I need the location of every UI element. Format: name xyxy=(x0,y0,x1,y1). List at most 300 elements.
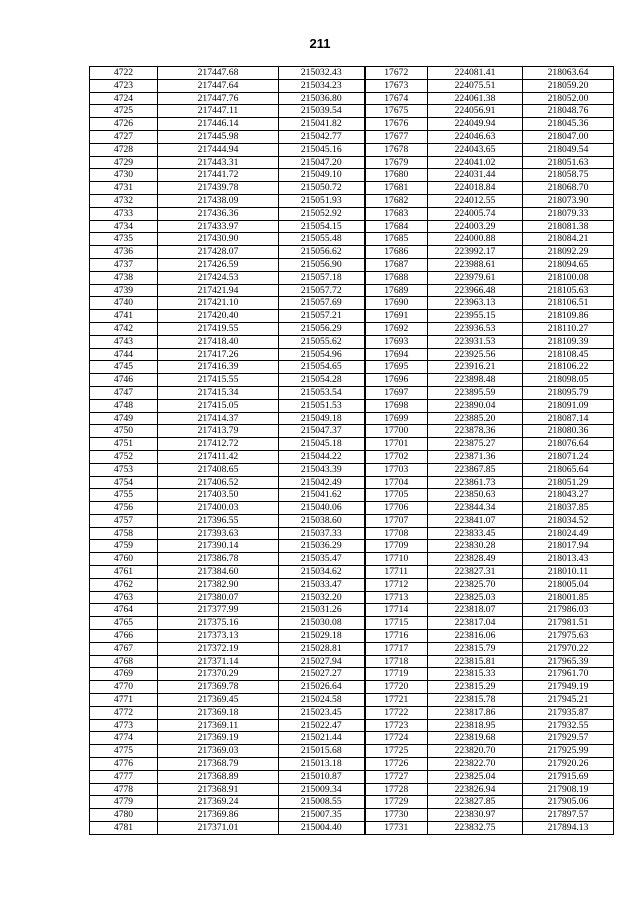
point-number-cell: 17676 xyxy=(365,118,428,131)
x-coordinate-cell: 217417.26 xyxy=(158,348,279,361)
point-number-cell: 4756 xyxy=(90,502,158,515)
table-row xyxy=(90,630,614,643)
table-row xyxy=(90,438,614,451)
x-coordinate-cell: 217447.68 xyxy=(158,67,279,80)
table-row xyxy=(90,732,614,745)
x-coordinate-cell: 217421.10 xyxy=(158,297,279,310)
point-number-cell: 4726 xyxy=(90,118,158,131)
y-coordinate-cell: 215036.29 xyxy=(279,540,365,553)
point-number-cell: 4738 xyxy=(90,271,158,284)
point-number-cell: 4728 xyxy=(90,143,158,156)
point-number-cell: 4739 xyxy=(90,284,158,297)
x-coordinate-cell: 224061.38 xyxy=(428,92,523,105)
y-coordinate-cell: 218065.64 xyxy=(523,463,614,476)
point-number-cell: 4781 xyxy=(90,822,158,835)
point-number-cell: 17692 xyxy=(365,322,428,335)
y-coordinate-cell: 215010.87 xyxy=(279,770,365,783)
point-number-cell: 4727 xyxy=(90,130,158,143)
point-number-cell: 4742 xyxy=(90,322,158,335)
point-number-cell: 4775 xyxy=(90,745,158,758)
x-coordinate-cell: 217426.59 xyxy=(158,258,279,271)
x-coordinate-cell: 223815.79 xyxy=(428,642,523,655)
point-number-cell: 4780 xyxy=(90,809,158,822)
x-coordinate-cell: 217368.89 xyxy=(158,770,279,783)
x-coordinate-cell: 217418.40 xyxy=(158,335,279,348)
y-coordinate-cell: 218109.39 xyxy=(523,335,614,348)
x-coordinate-cell: 217400.03 xyxy=(158,502,279,515)
y-coordinate-cell: 215057.72 xyxy=(279,284,365,297)
point-number-cell: 17690 xyxy=(365,297,428,310)
x-coordinate-cell: 224003.29 xyxy=(428,220,523,233)
x-coordinate-cell: 223815.29 xyxy=(428,681,523,694)
y-coordinate-cell: 215036.80 xyxy=(279,92,365,105)
table-row xyxy=(90,284,614,297)
point-number-cell: 4749 xyxy=(90,412,158,425)
x-coordinate-cell: 223871.36 xyxy=(428,450,523,463)
y-coordinate-cell: 218080.36 xyxy=(523,425,614,438)
point-number-cell: 4745 xyxy=(90,361,158,374)
x-coordinate-cell: 224049.94 xyxy=(428,118,523,131)
x-coordinate-cell: 223898.48 xyxy=(428,374,523,387)
y-coordinate-cell: 215034.62 xyxy=(279,566,365,579)
x-coordinate-cell: 223825.70 xyxy=(428,578,523,591)
point-number-cell: 17695 xyxy=(365,361,428,374)
table-row xyxy=(90,105,614,118)
y-coordinate-cell: 217965.39 xyxy=(523,655,614,668)
point-number-cell: 4740 xyxy=(90,297,158,310)
x-coordinate-cell: 223850.63 xyxy=(428,489,523,502)
table-row xyxy=(90,719,614,732)
x-coordinate-cell: 223827.31 xyxy=(428,566,523,579)
point-number-cell: 17694 xyxy=(365,348,428,361)
point-number-cell: 17680 xyxy=(365,169,428,182)
point-number-cell: 17699 xyxy=(365,412,428,425)
x-coordinate-cell: 223992.17 xyxy=(428,246,523,259)
y-coordinate-cell: 218052.00 xyxy=(523,92,614,105)
y-coordinate-cell: 215032.20 xyxy=(279,591,365,604)
point-number-cell: 4774 xyxy=(90,732,158,745)
x-coordinate-cell: 224031.44 xyxy=(428,169,523,182)
x-coordinate-cell: 223875.27 xyxy=(428,438,523,451)
y-coordinate-cell: 215031.26 xyxy=(279,604,365,617)
table-row xyxy=(90,310,614,323)
x-coordinate-cell: 217444.94 xyxy=(158,143,279,156)
point-number-cell: 4734 xyxy=(90,220,158,233)
x-coordinate-cell: 223818.07 xyxy=(428,604,523,617)
y-coordinate-cell: 215013.18 xyxy=(279,758,365,771)
point-number-cell: 4731 xyxy=(90,182,158,195)
y-coordinate-cell: 215029.18 xyxy=(279,630,365,643)
point-number-cell: 4743 xyxy=(90,335,158,348)
y-coordinate-cell: 218091.09 xyxy=(523,399,614,412)
y-coordinate-cell: 215034.23 xyxy=(279,79,365,92)
table-row xyxy=(90,118,614,131)
point-number-cell: 4770 xyxy=(90,681,158,694)
y-coordinate-cell: 215050.72 xyxy=(279,182,365,195)
table-row xyxy=(90,566,614,579)
x-coordinate-cell: 217415.05 xyxy=(158,399,279,412)
y-coordinate-cell: 215047.20 xyxy=(279,156,365,169)
y-coordinate-cell: 215054.65 xyxy=(279,361,365,374)
x-coordinate-cell: 217371.01 xyxy=(158,822,279,835)
point-number-cell: 4767 xyxy=(90,642,158,655)
x-coordinate-cell: 217415.34 xyxy=(158,386,279,399)
point-number-cell: 17701 xyxy=(365,438,428,451)
x-coordinate-cell: 223878.36 xyxy=(428,425,523,438)
table-row xyxy=(90,182,614,195)
point-number-cell: 4768 xyxy=(90,655,158,668)
y-coordinate-cell: 215039.54 xyxy=(279,105,365,118)
y-coordinate-cell: 215044.22 xyxy=(279,450,365,463)
x-coordinate-cell: 223820.70 xyxy=(428,745,523,758)
point-number-cell: 17691 xyxy=(365,310,428,323)
point-number-cell: 4764 xyxy=(90,604,158,617)
point-number-cell: 17700 xyxy=(365,425,428,438)
point-number-cell: 4746 xyxy=(90,374,158,387)
x-coordinate-cell: 223979.61 xyxy=(428,271,523,284)
point-number-cell: 4778 xyxy=(90,783,158,796)
y-coordinate-cell: 218037.85 xyxy=(523,502,614,515)
x-coordinate-cell: 217447.76 xyxy=(158,92,279,105)
x-coordinate-cell: 224000.88 xyxy=(428,233,523,246)
table-row xyxy=(90,502,614,515)
x-coordinate-cell: 217406.52 xyxy=(158,476,279,489)
x-coordinate-cell: 217375.16 xyxy=(158,617,279,630)
table-row xyxy=(90,758,614,771)
table-row xyxy=(90,540,614,553)
point-number-cell: 4779 xyxy=(90,796,158,809)
point-number-cell: 4753 xyxy=(90,463,158,476)
x-coordinate-cell: 223817.04 xyxy=(428,617,523,630)
y-coordinate-cell: 217949.19 xyxy=(523,681,614,694)
point-number-cell: 17673 xyxy=(365,79,428,92)
point-number-cell: 17675 xyxy=(365,105,428,118)
point-number-cell: 4760 xyxy=(90,553,158,566)
x-coordinate-cell: 217438.09 xyxy=(158,194,279,207)
point-number-cell: 17689 xyxy=(365,284,428,297)
x-coordinate-cell: 224056.91 xyxy=(428,105,523,118)
y-coordinate-cell: 215056.90 xyxy=(279,258,365,271)
table-row xyxy=(90,578,614,591)
x-coordinate-cell: 224041.02 xyxy=(428,156,523,169)
point-number-cell: 17718 xyxy=(365,655,428,668)
y-coordinate-cell: 217920.26 xyxy=(523,758,614,771)
table-row xyxy=(90,489,614,502)
y-coordinate-cell: 215008.55 xyxy=(279,796,365,809)
point-number-cell: 17731 xyxy=(365,822,428,835)
table-row xyxy=(90,514,614,527)
table-row xyxy=(90,399,614,412)
y-coordinate-cell: 217935.87 xyxy=(523,706,614,719)
x-coordinate-cell: 223867.85 xyxy=(428,463,523,476)
point-number-cell: 4755 xyxy=(90,489,158,502)
x-coordinate-cell: 217415.55 xyxy=(158,374,279,387)
x-coordinate-cell: 217408.65 xyxy=(158,463,279,476)
y-coordinate-cell: 215054.15 xyxy=(279,220,365,233)
point-number-cell: 17702 xyxy=(365,450,428,463)
y-coordinate-cell: 218005.04 xyxy=(523,578,614,591)
point-number-cell: 17714 xyxy=(365,604,428,617)
table-row xyxy=(90,169,614,182)
y-coordinate-cell: 215054.28 xyxy=(279,374,365,387)
point-number-cell: 4733 xyxy=(90,207,158,220)
y-coordinate-cell: 218059.20 xyxy=(523,79,614,92)
point-number-cell: 17716 xyxy=(365,630,428,643)
point-number-cell: 4751 xyxy=(90,438,158,451)
y-coordinate-cell: 217970.22 xyxy=(523,642,614,655)
y-coordinate-cell: 218095.79 xyxy=(523,386,614,399)
table-row xyxy=(90,258,614,271)
point-number-cell: 4730 xyxy=(90,169,158,182)
table-row xyxy=(90,374,614,387)
table-row xyxy=(90,386,614,399)
y-coordinate-cell: 215056.29 xyxy=(279,322,365,335)
x-coordinate-cell: 217369.19 xyxy=(158,732,279,745)
x-coordinate-cell: 223817.86 xyxy=(428,706,523,719)
point-number-cell: 4773 xyxy=(90,719,158,732)
y-coordinate-cell: 218071.24 xyxy=(523,450,614,463)
point-number-cell: 4766 xyxy=(90,630,158,643)
point-number-cell: 17715 xyxy=(365,617,428,630)
y-coordinate-cell: 215030.08 xyxy=(279,617,365,630)
x-coordinate-cell: 217433.97 xyxy=(158,220,279,233)
table-row xyxy=(90,156,614,169)
x-coordinate-cell: 223827.85 xyxy=(428,796,523,809)
y-coordinate-cell: 215054.96 xyxy=(279,348,365,361)
y-coordinate-cell: 215035.47 xyxy=(279,553,365,566)
x-coordinate-cell: 217436.36 xyxy=(158,207,279,220)
x-coordinate-cell: 217369.03 xyxy=(158,745,279,758)
y-coordinate-cell: 217932.55 xyxy=(523,719,614,732)
y-coordinate-cell: 218034.52 xyxy=(523,514,614,527)
table-row xyxy=(90,450,614,463)
x-coordinate-cell: 217424.53 xyxy=(158,271,279,284)
point-number-cell: 4724 xyxy=(90,92,158,105)
x-coordinate-cell: 217369.78 xyxy=(158,681,279,694)
x-coordinate-cell: 223825.03 xyxy=(428,591,523,604)
y-coordinate-cell: 215038.60 xyxy=(279,514,365,527)
table-row xyxy=(90,604,614,617)
point-number-cell: 17679 xyxy=(365,156,428,169)
y-coordinate-cell: 218049.54 xyxy=(523,143,614,156)
y-coordinate-cell: 217894.13 xyxy=(523,822,614,835)
x-coordinate-cell: 223818.95 xyxy=(428,719,523,732)
point-number-cell: 4758 xyxy=(90,527,158,540)
y-coordinate-cell: 218013.43 xyxy=(523,553,614,566)
table-row xyxy=(90,79,614,92)
point-number-cell: 17705 xyxy=(365,489,428,502)
table-row xyxy=(90,143,614,156)
y-coordinate-cell: 218063.64 xyxy=(523,67,614,80)
point-number-cell: 17719 xyxy=(365,668,428,681)
point-number-cell: 17672 xyxy=(365,67,428,80)
x-coordinate-cell: 217386.78 xyxy=(158,553,279,566)
x-coordinate-cell: 217447.64 xyxy=(158,79,279,92)
point-number-cell: 4735 xyxy=(90,233,158,246)
y-coordinate-cell: 217945.21 xyxy=(523,694,614,707)
x-coordinate-cell: 217414.37 xyxy=(158,412,279,425)
y-coordinate-cell: 218017.94 xyxy=(523,540,614,553)
y-coordinate-cell: 215055.48 xyxy=(279,233,365,246)
y-coordinate-cell: 218094.65 xyxy=(523,258,614,271)
x-coordinate-cell: 217368.79 xyxy=(158,758,279,771)
point-number-cell: 17706 xyxy=(365,502,428,515)
point-number-cell: 17729 xyxy=(365,796,428,809)
point-number-cell: 17696 xyxy=(365,374,428,387)
x-coordinate-cell: 217373.13 xyxy=(158,630,279,643)
x-coordinate-cell: 223966.48 xyxy=(428,284,523,297)
table-row xyxy=(90,655,614,668)
table-row xyxy=(90,207,614,220)
point-number-cell: 4776 xyxy=(90,758,158,771)
x-coordinate-cell: 224005.74 xyxy=(428,207,523,220)
x-coordinate-cell: 217430.90 xyxy=(158,233,279,246)
point-number-cell: 4763 xyxy=(90,591,158,604)
x-coordinate-cell: 223925.56 xyxy=(428,348,523,361)
y-coordinate-cell: 218109.86 xyxy=(523,310,614,323)
point-number-cell: 17713 xyxy=(365,591,428,604)
point-number-cell: 4732 xyxy=(90,194,158,207)
y-coordinate-cell: 215009.34 xyxy=(279,783,365,796)
point-number-cell: 17683 xyxy=(365,207,428,220)
point-number-cell: 17687 xyxy=(365,258,428,271)
point-number-cell: 17682 xyxy=(365,194,428,207)
point-number-cell: 17678 xyxy=(365,143,428,156)
x-coordinate-cell: 223885.20 xyxy=(428,412,523,425)
x-coordinate-cell: 217369.86 xyxy=(158,809,279,822)
point-number-cell: 17677 xyxy=(365,130,428,143)
y-coordinate-cell: 215045.18 xyxy=(279,438,365,451)
point-number-cell: 4752 xyxy=(90,450,158,463)
y-coordinate-cell: 217915.69 xyxy=(523,770,614,783)
point-number-cell: 4750 xyxy=(90,425,158,438)
table-row xyxy=(90,297,614,310)
x-coordinate-cell: 217420.40 xyxy=(158,310,279,323)
point-number-cell: 17728 xyxy=(365,783,428,796)
table-row xyxy=(90,335,614,348)
y-coordinate-cell: 215041.62 xyxy=(279,489,365,502)
table-row xyxy=(90,553,614,566)
x-coordinate-cell: 223830.97 xyxy=(428,809,523,822)
y-coordinate-cell: 215057.21 xyxy=(279,310,365,323)
x-coordinate-cell: 223841.07 xyxy=(428,514,523,527)
x-coordinate-cell: 223861.73 xyxy=(428,476,523,489)
y-coordinate-cell: 218084.21 xyxy=(523,233,614,246)
point-number-cell: 17727 xyxy=(365,770,428,783)
y-coordinate-cell: 215057.18 xyxy=(279,271,365,284)
point-number-cell: 4725 xyxy=(90,105,158,118)
x-coordinate-cell: 223963.13 xyxy=(428,297,523,310)
point-number-cell: 17697 xyxy=(365,386,428,399)
table-row xyxy=(90,271,614,284)
y-coordinate-cell: 217961.70 xyxy=(523,668,614,681)
point-number-cell: 17725 xyxy=(365,745,428,758)
x-coordinate-cell: 223916.21 xyxy=(428,361,523,374)
y-coordinate-cell: 218058.75 xyxy=(523,169,614,182)
y-coordinate-cell: 215026.64 xyxy=(279,681,365,694)
point-number-cell: 4777 xyxy=(90,770,158,783)
x-coordinate-cell: 217369.18 xyxy=(158,706,279,719)
y-coordinate-cell: 215043.39 xyxy=(279,463,365,476)
point-number-cell: 4748 xyxy=(90,399,158,412)
x-coordinate-cell: 217380.07 xyxy=(158,591,279,604)
x-coordinate-cell: 217443.31 xyxy=(158,156,279,169)
x-coordinate-cell: 217416.39 xyxy=(158,361,279,374)
x-coordinate-cell: 217411.42 xyxy=(158,450,279,463)
x-coordinate-cell: 223816.06 xyxy=(428,630,523,643)
table-row xyxy=(90,745,614,758)
x-coordinate-cell: 217419.55 xyxy=(158,322,279,335)
table-row xyxy=(90,463,614,476)
x-coordinate-cell: 223955.15 xyxy=(428,310,523,323)
table-row xyxy=(90,412,614,425)
point-number-cell: 17710 xyxy=(365,553,428,566)
y-coordinate-cell: 215015.68 xyxy=(279,745,365,758)
point-number-cell: 17712 xyxy=(365,578,428,591)
x-coordinate-cell: 217413.79 xyxy=(158,425,279,438)
point-number-cell: 17674 xyxy=(365,92,428,105)
point-number-cell: 4723 xyxy=(90,79,158,92)
y-coordinate-cell: 215027.94 xyxy=(279,655,365,668)
x-coordinate-cell: 223931.53 xyxy=(428,335,523,348)
point-number-cell: 17726 xyxy=(365,758,428,771)
x-coordinate-cell: 223830.28 xyxy=(428,540,523,553)
y-coordinate-cell: 218001.85 xyxy=(523,591,614,604)
y-coordinate-cell: 215021.44 xyxy=(279,732,365,745)
x-coordinate-cell: 223832.75 xyxy=(428,822,523,835)
x-coordinate-cell: 217368.91 xyxy=(158,783,279,796)
y-coordinate-cell: 217981.51 xyxy=(523,617,614,630)
y-coordinate-cell: 217975.63 xyxy=(523,630,614,643)
y-coordinate-cell: 215051.53 xyxy=(279,399,365,412)
x-coordinate-cell: 223819.68 xyxy=(428,732,523,745)
y-coordinate-cell: 218100.08 xyxy=(523,271,614,284)
point-number-cell: 4757 xyxy=(90,514,158,527)
y-coordinate-cell: 215024.58 xyxy=(279,694,365,707)
y-coordinate-cell: 215051.93 xyxy=(279,194,365,207)
x-coordinate-cell: 223890.04 xyxy=(428,399,523,412)
table-row xyxy=(90,822,614,835)
point-number-cell: 17698 xyxy=(365,399,428,412)
y-coordinate-cell: 218081.38 xyxy=(523,220,614,233)
point-number-cell: 4736 xyxy=(90,246,158,259)
y-coordinate-cell: 215049.18 xyxy=(279,412,365,425)
point-number-cell: 17688 xyxy=(365,271,428,284)
x-coordinate-cell: 224081.41 xyxy=(428,67,523,80)
y-coordinate-cell: 215040.06 xyxy=(279,502,365,515)
point-number-cell: 17720 xyxy=(365,681,428,694)
y-coordinate-cell: 218068.70 xyxy=(523,182,614,195)
y-coordinate-cell: 217925.99 xyxy=(523,745,614,758)
x-coordinate-cell: 223826.94 xyxy=(428,783,523,796)
x-coordinate-cell: 217377.99 xyxy=(158,604,279,617)
point-number-cell: 4729 xyxy=(90,156,158,169)
table-row xyxy=(90,527,614,540)
table-row xyxy=(90,706,614,719)
point-number-cell: 17724 xyxy=(365,732,428,745)
table-row xyxy=(90,668,614,681)
x-coordinate-cell: 217439.78 xyxy=(158,182,279,195)
x-coordinate-cell: 223815.81 xyxy=(428,655,523,668)
table-row xyxy=(90,591,614,604)
y-coordinate-cell: 215027.27 xyxy=(279,668,365,681)
x-coordinate-cell: 217446.14 xyxy=(158,118,279,131)
point-number-cell: 17707 xyxy=(365,514,428,527)
point-number-cell: 17703 xyxy=(365,463,428,476)
table-row xyxy=(90,233,614,246)
point-number-cell: 17708 xyxy=(365,527,428,540)
x-coordinate-cell: 223828.49 xyxy=(428,553,523,566)
